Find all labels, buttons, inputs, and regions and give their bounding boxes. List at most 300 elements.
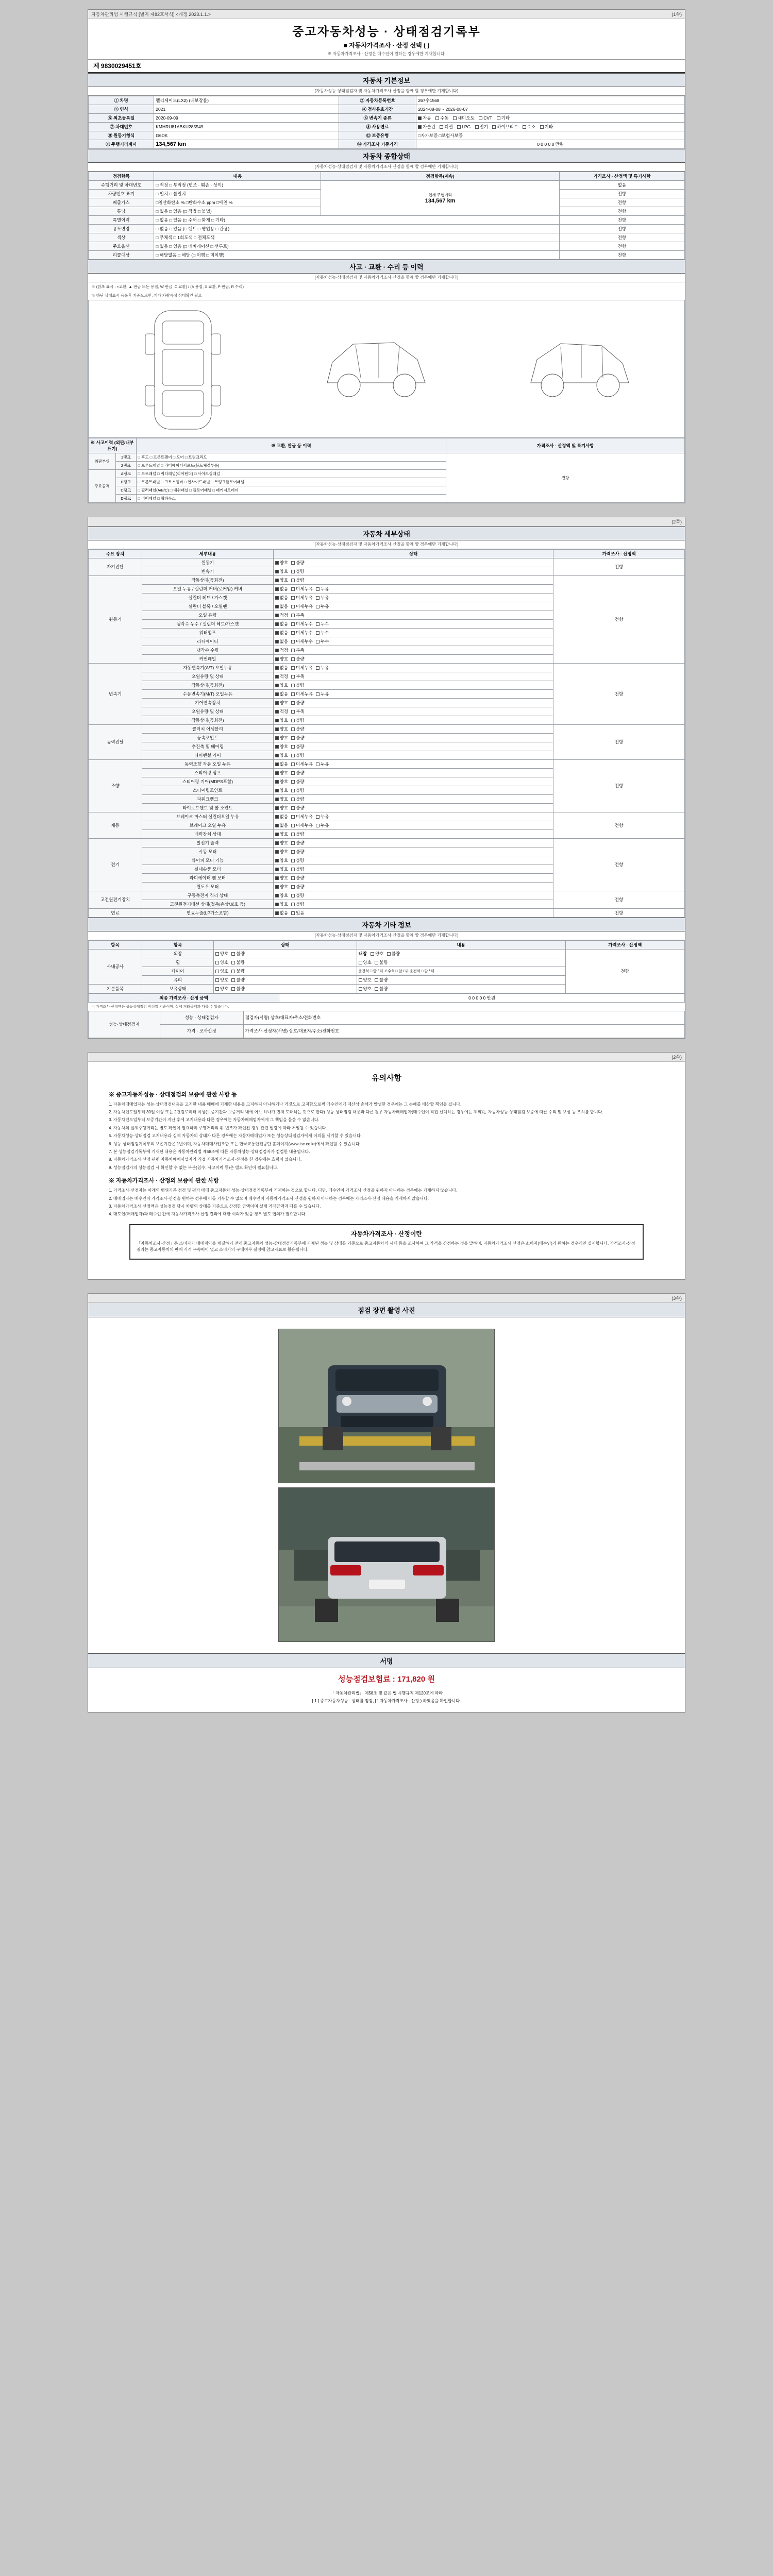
trans-semi[interactable]: 세미오토 xyxy=(453,115,475,121)
detail-checkbox-1-9-1[interactable]: 불량 xyxy=(291,656,304,662)
detail-checkbox-1-2-2[interactable]: 누유 xyxy=(316,595,329,601)
detail-checkbox-1-3-2[interactable]: 누유 xyxy=(316,603,329,609)
detail-checkbox-6-5-0[interactable]: 양호 xyxy=(275,884,288,890)
checkbox-icon[interactable] xyxy=(275,649,279,652)
checkbox-icon[interactable] xyxy=(291,622,295,626)
detail-checkbox-8-0-0[interactable]: 없음 xyxy=(275,910,288,916)
checkbox-icon[interactable] xyxy=(291,798,295,801)
overall-row-val-5[interactable]: □ 없음 □ 있음 (□ 렌트 □ 영업용 □ 관용) xyxy=(154,224,560,233)
detail-checkbox-3-1-1[interactable]: 불량 xyxy=(291,735,304,741)
sheet-page-4 xyxy=(88,1293,685,1713)
detail-checkbox-5-1-1[interactable]: 미세누유 xyxy=(291,822,313,828)
detail-checkbox-7-1-1[interactable]: 불량 xyxy=(291,901,304,907)
detail-checkbox-5-1-0[interactable]: 없음 xyxy=(275,822,288,828)
detail-checkbox-1-0-1[interactable]: 불량 xyxy=(291,577,304,583)
detail-checkbox-5-2-1[interactable]: 불량 xyxy=(291,831,304,837)
checkbox-icon[interactable] xyxy=(275,798,279,801)
detail-state-1-6[interactable] xyxy=(273,628,553,637)
checkbox-icon[interactable] xyxy=(291,719,295,722)
checkbox-icon[interactable] xyxy=(316,622,320,626)
inspector-value-0[interactable]: 점검자(서명) 상호/대표자/주소/전화번호 xyxy=(243,1011,684,1024)
detail-checkbox-1-9-0[interactable]: 양호 xyxy=(275,656,288,662)
detail-checkbox-5-2-0[interactable]: 양호 xyxy=(275,831,288,837)
detail-checkbox-0-1-0[interactable]: 양호 xyxy=(275,568,288,574)
detail-state-5-1[interactable] xyxy=(273,821,553,829)
checkbox-icon[interactable] xyxy=(291,771,295,775)
checkbox-icon[interactable] xyxy=(275,622,279,626)
etc-state-4[interactable]: 양호 불량 xyxy=(213,984,357,993)
detail-state-4-5[interactable] xyxy=(273,803,553,812)
detail-state-1-5[interactable] xyxy=(273,619,553,628)
detail-state-6-1[interactable] xyxy=(273,847,553,856)
detail-checkbox-8-0-1[interactable]: 있음 xyxy=(291,910,304,916)
detail-state-2-2[interactable] xyxy=(273,681,553,689)
detail-checkbox-2-0-1[interactable]: 미세누유 xyxy=(291,665,313,671)
basic-value2-3 xyxy=(416,122,685,131)
accident-grade-3: B랭크 xyxy=(115,478,136,486)
trans-cvt[interactable]: CVT xyxy=(479,115,492,121)
detail-state-8-0[interactable] xyxy=(273,908,553,917)
checkbox-icon[interactable] xyxy=(316,824,320,827)
accident-items-0[interactable]: □ 후드 □ 프론트펜더 □ 도어 □ 트렁크리드 xyxy=(136,453,446,461)
checkbox-icon[interactable] xyxy=(291,868,295,871)
checkbox-icon[interactable] xyxy=(275,789,279,792)
accident-items-1[interactable]: □ 프론트패널 □ 라디에이터서포트(볼트체결부품) xyxy=(136,461,446,469)
detail-state-1-8[interactable] xyxy=(273,646,553,654)
detail-checkbox-2-0-0[interactable]: 없음 xyxy=(275,665,288,671)
checkbox-icon[interactable] xyxy=(291,675,295,679)
detail-state-4-3[interactable] xyxy=(273,786,553,794)
overall-row-val-8[interactable]: □ 해당없음 □ 해당 (□ 이행 □ 미이행) xyxy=(154,250,560,259)
checkbox-icon[interactable] xyxy=(291,640,295,643)
detail-checkbox-3-3-0[interactable]: 양호 xyxy=(275,752,288,758)
detail-state-4-2[interactable] xyxy=(273,777,553,786)
etc-tire-note[interactable]: 운전석 □ 앞 / 뒤 조수석 □ 앞 / 뒤 운전석 □ 앞 / 뒤 xyxy=(357,967,565,975)
checkbox-icon[interactable] xyxy=(291,561,295,565)
detail-checkbox-2-4-0[interactable]: 양호 xyxy=(275,700,288,706)
car-diagram-side-view xyxy=(317,306,435,434)
checkbox-icon[interactable] xyxy=(275,596,279,600)
checkbox-icon[interactable] xyxy=(275,745,279,749)
notice-item-1-1: 2. 자동차인도일부터 30일 이상 또는 2천킬로미터 이상(보증기간과 보증거리 내에 어느 하나가 먼저 도래하는 것으로 한다) 성능·상태점검 내용과 다른 경우 자동차매매업자(매수인이 직접 선택하는 경우에는 제외)는 자동차성능·상태점검 보증에 따른 수리 및 보상 등 조치를 합니다. xyxy=(109,1109,603,1114)
checkbox-icon[interactable] xyxy=(291,894,295,897)
detail-state-3-1[interactable] xyxy=(273,733,553,742)
detail-checkbox-1-4-0[interactable]: 적정 xyxy=(275,612,288,618)
checkbox-icon[interactable] xyxy=(291,631,295,635)
overall-row-val-0[interactable]: □ 적정 □ 부적정 (변조 · 훼손 · 상이) xyxy=(154,180,321,189)
checkbox-icon[interactable] xyxy=(275,701,279,705)
checkbox-icon[interactable] xyxy=(316,605,320,608)
overall-right-3: 전항 xyxy=(560,207,685,215)
checkbox-icon[interactable] xyxy=(291,815,295,819)
page-number-1: (1쪽) xyxy=(671,12,682,17)
checkbox-icon[interactable] xyxy=(316,815,320,819)
checkbox-icon[interactable] xyxy=(275,762,279,766)
detail-state-6-4[interactable] xyxy=(273,873,553,882)
detail-checkbox-2-2-1[interactable]: 불량 xyxy=(291,682,304,688)
detail-checkbox-2-6-1[interactable]: 불량 xyxy=(291,717,304,723)
trans-manual[interactable]: 수동 xyxy=(435,115,448,121)
checkbox-icon[interactable] xyxy=(291,885,295,889)
detail-checkbox-1-7-1[interactable]: 미세누수 xyxy=(291,638,313,645)
detail-state-3-2[interactable] xyxy=(273,742,553,751)
detail-state-3-3[interactable] xyxy=(273,751,553,759)
detail-checkbox-2-6-0[interactable]: 양호 xyxy=(275,717,288,723)
detail-checkbox-1-5-1[interactable]: 미세누수 xyxy=(291,621,313,627)
checkbox-icon[interactable] xyxy=(291,824,295,827)
detail-price-4: 전항 xyxy=(553,759,685,812)
checkbox-icon[interactable] xyxy=(291,579,295,582)
detail-checkbox-2-3-2[interactable]: 누유 xyxy=(316,691,329,697)
checkbox-icon[interactable] xyxy=(275,850,279,854)
detail-checkbox-1-6-0[interactable]: 없음 xyxy=(275,630,288,636)
checkbox-icon[interactable] xyxy=(275,561,279,565)
detail-checkbox-4-0-1[interactable]: 미세누유 xyxy=(291,761,313,767)
checkbox-icon[interactable] xyxy=(275,815,279,819)
detail-checkbox-2-5-0[interactable]: 적정 xyxy=(275,708,288,715)
detail-checkbox-5-0-1[interactable]: 미세누유 xyxy=(291,814,313,820)
detail-state-6-3[interactable] xyxy=(273,865,553,873)
trans-auto[interactable]: 자동 xyxy=(418,115,431,121)
detail-checkbox-1-6-2[interactable]: 누수 xyxy=(316,630,329,636)
detail-checkbox-1-3-0[interactable]: 없음 xyxy=(275,603,288,609)
detail-state-5-2[interactable] xyxy=(273,829,553,838)
checkbox-icon[interactable] xyxy=(275,911,279,915)
accident-legend: ※ (참초 표시 : ×교환, ▲ 판금 또는 용접, W 판금, C 교환) / (A 용접, X 교환, P 판금, R 수리) xyxy=(91,284,244,289)
detail-checkbox-1-2-1[interactable]: 미세누유 xyxy=(291,595,313,601)
checkbox-icon[interactable] xyxy=(275,570,279,573)
etc-state-0[interactable]: 양호 불량 xyxy=(213,949,357,958)
checkbox-icon[interactable] xyxy=(291,587,295,591)
detail-checkbox-0-0-1[interactable]: 불량 xyxy=(291,560,304,566)
notice-item-2-0: 1. 가격조사·산정자는 아래의 범위기준 점검 및 평가 매매 중고자동차 성능·상태점검기록부에 기재하는 것으로 합니다. 다만, 매수인이 가격조사·산정을 원하지 아니하는 경우에는 기재하지 않습니다. xyxy=(109,1188,458,1193)
detail-state-2-5[interactable] xyxy=(273,707,553,716)
detail-checkbox-3-3-1[interactable]: 불량 xyxy=(291,752,304,758)
checkbox-icon[interactable] xyxy=(291,666,295,670)
detail-checkbox-4-4-1[interactable]: 불량 xyxy=(291,796,304,802)
checkbox-icon[interactable] xyxy=(275,824,279,827)
detail-checkbox-6-1-1[interactable]: 불량 xyxy=(291,849,304,855)
detail-state-3-0[interactable] xyxy=(273,724,553,733)
detail-item-1-7: 라디에이터 xyxy=(142,637,274,646)
detail-state-4-0[interactable] xyxy=(273,759,553,768)
checkbox-icon[interactable] xyxy=(275,657,279,661)
checkbox-icon[interactable] xyxy=(275,841,279,845)
etc-state-2[interactable]: 양호 불량 xyxy=(213,967,357,975)
checkbox-icon[interactable] xyxy=(275,684,279,687)
detail-row xyxy=(89,724,685,733)
detail-checkbox-4-3-0[interactable]: 양호 xyxy=(275,787,288,793)
detail-checkbox-2-0-2[interactable]: 누유 xyxy=(316,665,329,671)
checkbox-icon[interactable] xyxy=(316,762,320,766)
detail-checkbox-6-4-0[interactable]: 양호 xyxy=(275,875,288,881)
detail-checkbox-1-8-1[interactable]: 부족 xyxy=(291,647,304,653)
overall-row-val-2[interactable]: □일산화탄소 % □탄화수소 ppm □매연 % xyxy=(154,198,321,207)
checkbox-icon[interactable] xyxy=(275,833,279,836)
checkbox-icon[interactable] xyxy=(275,719,279,722)
detail-checkbox-2-3-0[interactable]: 없음 xyxy=(275,691,288,697)
fuel-ev[interactable]: 전기 xyxy=(475,124,488,130)
detail-checkbox-3-0-1[interactable]: 불량 xyxy=(291,726,304,732)
checkbox-icon[interactable] xyxy=(275,771,279,775)
accident-items-3[interactable]: □ 프론트패널 □ 크로스멤버 □ 인사이드패널 □ 트렁크플로어패널 xyxy=(136,478,446,486)
detail-checkbox-4-1-1[interactable]: 불량 xyxy=(291,770,304,776)
fuel-hydrogen[interactable]: 수소 xyxy=(523,124,535,130)
checkbox-icon[interactable] xyxy=(275,754,279,757)
detail-checkbox-0-1-1[interactable]: 불량 xyxy=(291,568,304,574)
checkbox-icon[interactable] xyxy=(275,885,279,889)
etc-h3: 가격조사 · 산정액 xyxy=(565,940,684,949)
detail-checkbox-0-0-0[interactable]: 양호 xyxy=(275,560,288,566)
checkbox-icon[interactable] xyxy=(291,859,295,862)
checkbox-icon[interactable] xyxy=(291,876,295,880)
detail-checkbox-6-3-0[interactable]: 양호 xyxy=(275,866,288,872)
detail-checkbox-3-2-1[interactable]: 불량 xyxy=(291,743,304,750)
detail-checkbox-2-4-1[interactable]: 불량 xyxy=(291,700,304,706)
section-detail-title: 자동차 세부상태 xyxy=(88,527,685,540)
etc-content-4[interactable]: 양호 불량 xyxy=(357,984,565,993)
detail-checkbox-1-8-0[interactable]: 적정 xyxy=(275,647,288,653)
checkbox-icon[interactable] xyxy=(275,859,279,862)
detail-checkbox-3-2-0[interactable]: 양호 xyxy=(275,743,288,750)
checkbox-icon[interactable] xyxy=(291,605,295,608)
section-overall-title: 자동차 종합상태 xyxy=(88,149,685,163)
checkbox-icon[interactable] xyxy=(316,640,320,643)
detail-checkbox-3-0-0[interactable]: 양호 xyxy=(275,726,288,732)
etc-h2: 내용 xyxy=(357,940,565,949)
detail-state-5-0[interactable] xyxy=(273,812,553,821)
checkbox-icon[interactable] xyxy=(316,631,320,635)
detail-checkbox-1-4-1[interactable]: 부족 xyxy=(291,612,304,618)
detail-item-1-2: 실린더 헤드 / 가스켓 xyxy=(142,593,274,602)
fuel-gasoline[interactable]: 가솔린 xyxy=(418,124,435,130)
detail-item-2-4: 기어변속장치 xyxy=(142,698,274,707)
fuel-diesel[interactable]: 디젤 xyxy=(440,124,452,130)
detail-state-2-1[interactable] xyxy=(273,672,553,681)
detail-checkbox-1-5-0[interactable]: 없음 xyxy=(275,621,288,627)
detail-checkbox-4-2-0[interactable]: 양호 xyxy=(275,778,288,785)
checkbox-icon[interactable] xyxy=(291,701,295,705)
detail-state-6-2[interactable] xyxy=(273,856,553,865)
detail-checkbox-6-5-1[interactable]: 불량 xyxy=(291,884,304,890)
checkbox-icon[interactable] xyxy=(275,736,279,740)
accident-items-4[interactable]: □ 필러패널(A/B/C) □ 대쉬패널 □ 플로어패널 □ 패키지트레이 xyxy=(136,486,446,494)
checkbox-icon[interactable] xyxy=(291,657,295,661)
detail-checkbox-4-3-1[interactable]: 불량 xyxy=(291,787,304,793)
detail-item-5-2: 배력장치 상태 xyxy=(142,829,274,838)
detail-state-6-0[interactable] xyxy=(273,838,553,847)
detail-checkbox-4-0-0[interactable]: 없음 xyxy=(275,761,288,767)
checkbox-icon[interactable] xyxy=(275,605,279,608)
detail-row xyxy=(89,759,685,768)
checkbox-icon[interactable] xyxy=(275,806,279,810)
checkbox-icon[interactable] xyxy=(291,649,295,652)
detail-checkbox-1-6-1[interactable]: 미세누수 xyxy=(291,630,313,636)
detail-state-1-1[interactable] xyxy=(273,584,553,593)
detail-checkbox-2-1-0[interactable]: 적정 xyxy=(275,673,288,680)
detail-checkbox-4-1-0[interactable]: 양호 xyxy=(275,770,288,776)
detail-checkbox-1-7-0[interactable]: 없음 xyxy=(275,638,288,645)
checkbox-icon[interactable] xyxy=(275,894,279,897)
fuel-lpg[interactable]: LPG xyxy=(457,124,470,129)
checkbox-icon[interactable] xyxy=(291,614,295,617)
overall-row-label-0: 주행거리 및 차대번호 xyxy=(89,180,154,189)
detail-checkbox-7-0-0[interactable]: 양호 xyxy=(275,892,288,899)
checkbox-icon[interactable] xyxy=(275,614,279,617)
trans-etc[interactable]: 기타 xyxy=(497,115,510,121)
checkbox-icon[interactable] xyxy=(316,587,320,591)
etc-content-3[interactable]: 양호 불량 xyxy=(357,975,565,984)
detail-item-6-3: 실내송풍 모터 xyxy=(142,865,274,873)
detail-checkbox-2-3-1[interactable]: 미세누유 xyxy=(291,691,313,697)
checkbox-icon[interactable] xyxy=(291,903,295,906)
detail-state-2-3[interactable] xyxy=(273,689,553,698)
checkbox-icon[interactable] xyxy=(275,666,279,670)
detail-state-2-0[interactable] xyxy=(273,663,553,672)
checkbox-icon[interactable] xyxy=(316,692,320,696)
checkbox-icon[interactable] xyxy=(291,806,295,810)
checkbox-icon[interactable] xyxy=(291,780,295,784)
checkbox-icon[interactable] xyxy=(275,727,279,731)
detail-checkbox-2-5-1[interactable]: 부족 xyxy=(291,708,304,715)
detail-item-5-1: 브레이크 오일 누유 xyxy=(142,821,274,829)
detail-checkbox-3-1-0[interactable]: 양호 xyxy=(275,735,288,741)
detail-checkbox-2-1-1[interactable]: 부족 xyxy=(291,673,304,680)
checkbox-icon[interactable] xyxy=(291,754,295,757)
checkbox-icon[interactable] xyxy=(291,727,295,731)
notice-item-1-2: 3. 자동차인도일부터 보증기간이 지난 후에 고지내용과 다른 경우에는 자동차매매업자에게 그 책임을 물을 수 없습니다. xyxy=(109,1117,320,1123)
etc-state-3[interactable]: 양호 불량 xyxy=(213,975,357,984)
checkbox-icon[interactable] xyxy=(291,570,295,573)
checkbox-icon[interactable] xyxy=(291,710,295,714)
checkbox-icon[interactable] xyxy=(275,675,279,679)
overall-row-val-7[interactable]: □ 없음 □ 있음 (□ 네비게이션 □ 선루프) xyxy=(154,242,560,250)
detail-state-1-9[interactable] xyxy=(273,654,553,663)
overall-row-val-4[interactable]: □ 없음 □ 있음 (□ 수해 □ 화재 □ 기타) xyxy=(154,215,560,224)
checkbox-icon[interactable] xyxy=(275,587,279,591)
detail-state-1-7[interactable] xyxy=(273,637,553,646)
detail-state-7-0[interactable] xyxy=(273,891,553,900)
overall-row-val-3[interactable]: □ 없음 □ 있음 (□ 적법 □ 불법) xyxy=(154,207,321,215)
detail-checkbox-2-2-0[interactable]: 양호 xyxy=(275,682,288,688)
checkbox-icon[interactable] xyxy=(275,631,279,635)
detail-state-0-1[interactable] xyxy=(273,567,553,575)
detail-state-6-5[interactable] xyxy=(273,882,553,891)
overall-row-val-6[interactable]: □ 무채색 □ 1회도색 □ 전체도색 xyxy=(154,233,560,242)
overall-mileage-label: 현재 주행거리 xyxy=(428,192,452,197)
detail-checkbox-5-1-2[interactable]: 누유 xyxy=(316,822,329,828)
fuel-etc[interactable]: 기타 xyxy=(540,124,553,130)
detail-checkbox-1-2-0[interactable]: 없음 xyxy=(275,595,288,601)
fuel-hybrid[interactable]: 하이브리드 xyxy=(492,124,518,130)
basic-label2-2: ⑥ 변속기 종류 xyxy=(339,113,416,122)
detail-checkbox-1-0-0[interactable]: 양호 xyxy=(275,577,288,583)
detail-state-0-0[interactable] xyxy=(273,558,553,567)
detail-checkbox-5-0-2[interactable]: 누유 xyxy=(316,814,329,820)
accident-items-5[interactable]: □ 리어패널 □ 휠하우스 xyxy=(136,494,446,502)
checkbox-icon[interactable] xyxy=(275,876,279,880)
detail-checkbox-6-2-0[interactable]: 양호 xyxy=(275,857,288,863)
detail-checkbox-6-1-0[interactable]: 양호 xyxy=(275,849,288,855)
detail-state-1-4[interactable] xyxy=(273,611,553,619)
detail-checkbox-6-2-1[interactable]: 불량 xyxy=(291,857,304,863)
checkbox-icon[interactable] xyxy=(291,684,295,687)
detail-state-2-6[interactable] xyxy=(273,716,553,724)
detail-checkbox-4-5-0[interactable]: 양호 xyxy=(275,805,288,811)
detail-checkbox-1-1-0[interactable]: 없음 xyxy=(275,586,288,592)
checkbox-icon[interactable] xyxy=(316,596,320,600)
checkbox-icon[interactable] xyxy=(275,780,279,784)
detail-state-1-3[interactable] xyxy=(273,602,553,611)
detail-state-1-0[interactable] xyxy=(273,575,553,584)
detail-checkbox-4-0-2[interactable]: 누유 xyxy=(316,761,329,767)
detail-checkbox-1-1-1[interactable]: 미세누유 xyxy=(291,586,313,592)
notice-item-1-4: 5. 자동차성능·상태점검 고지내용과 실제 자동차의 상태가 다른 경우에는 자동차매매업자 또는 성능상태점검자에게 이의를 제기할 수 있습니다. xyxy=(109,1133,362,1139)
checkbox-icon[interactable] xyxy=(275,868,279,871)
detail-checkbox-1-1-2[interactable]: 누유 xyxy=(316,586,329,592)
detail-checkbox-6-0-0[interactable]: 양호 xyxy=(275,840,288,846)
checkbox-icon[interactable] xyxy=(275,903,279,906)
basic-label2-0: ② 자동차등록번호 xyxy=(339,96,416,105)
overall-row-val-1[interactable]: □ 일치 □ 불일치 xyxy=(154,189,321,198)
detail-checkbox-5-0-0[interactable]: 없음 xyxy=(275,814,288,820)
checkbox-icon[interactable] xyxy=(291,692,295,696)
section-etc-title: 자동차 기타 정보 xyxy=(88,918,685,931)
detail-checkbox-1-7-2[interactable]: 누수 xyxy=(316,638,329,645)
detail-checkbox-7-1-0[interactable]: 양호 xyxy=(275,901,288,907)
detail-state-4-1[interactable] xyxy=(273,768,553,777)
checkbox-icon[interactable] xyxy=(275,710,279,714)
detail-checkbox-4-5-1[interactable]: 불량 xyxy=(291,805,304,811)
checkbox-icon[interactable] xyxy=(291,736,295,740)
car-diagram-front-view xyxy=(134,306,232,434)
checkbox-icon[interactable] xyxy=(291,833,295,836)
checkbox-icon[interactable] xyxy=(291,596,295,600)
detail-state-1-2[interactable] xyxy=(273,593,553,602)
detail-state-7-1[interactable] xyxy=(273,900,553,908)
etc-content-0[interactable]: 내장 양호 불량 xyxy=(357,949,565,958)
detail-checkbox-4-2-1[interactable]: 불량 xyxy=(291,778,304,785)
checkbox-icon[interactable] xyxy=(275,640,279,643)
detail-state-2-4[interactable] xyxy=(273,698,553,707)
section-accident-title: 사고 · 교환 · 수리 등 이력 xyxy=(88,260,685,274)
detail-checkbox-1-5-2[interactable]: 누수 xyxy=(316,621,329,627)
checkbox-icon[interactable] xyxy=(291,745,295,749)
detail-state-4-4[interactable] xyxy=(273,794,553,803)
detail-checkbox-1-3-1[interactable]: 미세누유 xyxy=(291,603,313,609)
etc-state-1[interactable]: 양호 불량 xyxy=(213,958,357,967)
detail-price-3: 전항 xyxy=(553,724,685,759)
detail-checkbox-6-3-1[interactable]: 불량 xyxy=(291,866,304,872)
inspector-value-1[interactable]: 가격조사·산정자(서명) 상호/대표자/주소/전화번호 xyxy=(243,1024,684,1038)
etc-content-1[interactable]: 양호 불량 xyxy=(357,958,565,967)
checkbox-icon[interactable] xyxy=(291,850,295,854)
checkbox-icon[interactable] xyxy=(291,762,295,766)
accident-items-2[interactable]: □ 루프패널 □ 쿼터패널(리어펜더) □ 사이드실패널 xyxy=(136,469,446,478)
checkbox-icon[interactable] xyxy=(291,789,295,792)
detail-checkbox-6-4-1[interactable]: 불량 xyxy=(291,875,304,881)
checkbox-icon[interactable] xyxy=(291,911,295,915)
detail-item-7-0: 구동축전지 격리 상태 xyxy=(142,891,274,900)
detail-checkbox-7-0-1[interactable]: 불량 xyxy=(291,892,304,899)
detail-checkbox-4-4-0[interactable]: 양호 xyxy=(275,796,288,802)
checkbox-icon[interactable] xyxy=(275,692,279,696)
sheet-page-3 xyxy=(88,1052,685,1280)
checkbox-icon[interactable] xyxy=(291,841,295,845)
detail-checkbox-6-0-1[interactable]: 불량 xyxy=(291,840,304,846)
checkbox-icon[interactable] xyxy=(316,666,320,670)
checkbox-icon[interactable] xyxy=(275,579,279,582)
